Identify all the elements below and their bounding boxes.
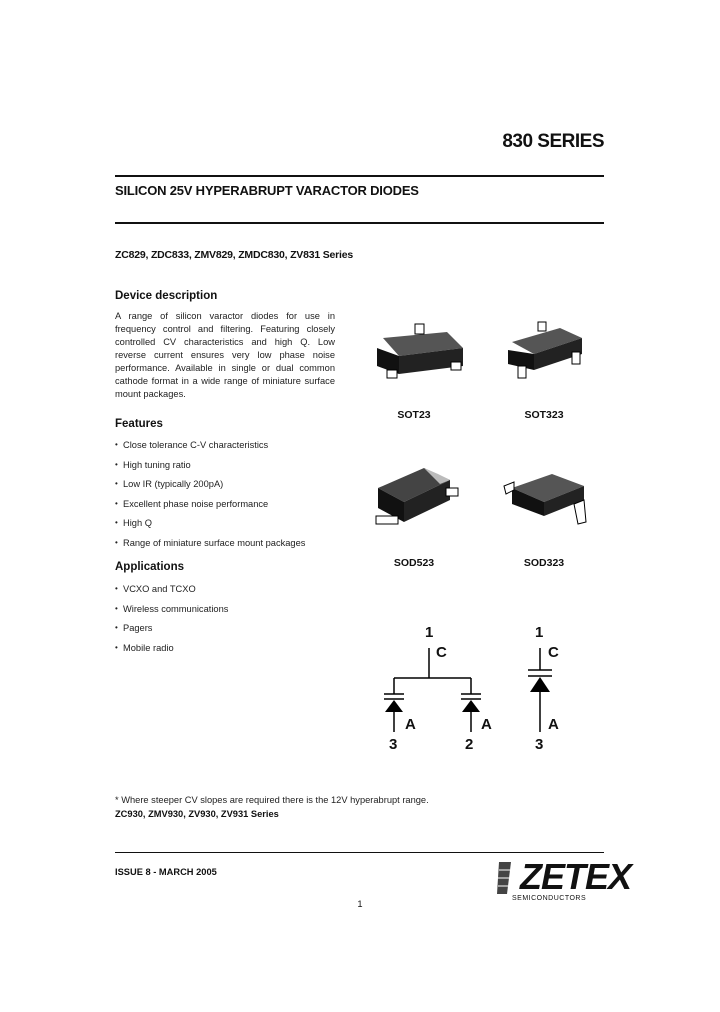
part-numbers: ZC829, ZDC833, ZMV829, ZMDC830, ZV831 Series xyxy=(115,249,354,261)
footnote-parts: ZC930, ZMV930, ZV930, ZV931 Series xyxy=(115,809,279,819)
document-subtitle: SILICON 25V HYPERABRUPT VARACTOR DIODES xyxy=(115,183,419,198)
footnote-text: * Where steeper CV slopes are required there is the 12V hyperabrupt range. xyxy=(115,795,429,805)
single-diode-schematic xyxy=(520,640,570,750)
applications-heading: Applications xyxy=(115,561,185,573)
series-title: 830 SERIES xyxy=(502,131,604,152)
sot23-package-image xyxy=(365,318,475,388)
top-rule xyxy=(115,175,604,177)
sot323-label: SOT323 xyxy=(524,409,564,421)
single-pin-c-number: 1 xyxy=(535,624,544,641)
list-item: • High tuning ratio xyxy=(115,460,305,480)
list-item: • Pagers xyxy=(115,623,228,643)
sot23-label: SOT23 xyxy=(397,409,431,421)
list-item: • Close tolerance C-V characteristics xyxy=(115,440,305,460)
sod523-label: SOD523 xyxy=(393,557,435,569)
dual-pin-c-number: 1 xyxy=(425,624,434,641)
features-heading: Features xyxy=(115,418,163,430)
zetex-logo-subtitle: SEMICONDUCTORS xyxy=(512,895,587,902)
list-item: • High Q xyxy=(115,518,305,538)
features-list xyxy=(115,440,305,557)
single-label-c: C xyxy=(548,644,559,661)
dual-label-a2: A xyxy=(481,716,492,733)
list-item: • Excellent phase noise performance xyxy=(115,499,305,519)
applications-list xyxy=(115,584,228,662)
device-description-heading: Device description xyxy=(115,290,218,302)
sod323-package-image xyxy=(498,468,598,533)
footer-rule xyxy=(115,852,604,853)
list-item: • VCXO and TCXO xyxy=(115,584,228,604)
device-description-text: A range of silicon varactor diodes for use in frequency control and filtering. Featuring closely controlled CV characteristics and high Q. Low reverse current ensures very low phase noise performance. Available in single or dual common cathode format in a wide range of miniature surface mount packages. xyxy=(115,311,335,399)
single-label-a: A xyxy=(548,716,559,733)
dual-label-c: C xyxy=(436,644,447,661)
dual-pin-a1-number: 3 xyxy=(389,736,398,753)
dual-diode-schematic xyxy=(370,640,500,750)
sod323-label: SOD323 xyxy=(523,557,565,569)
subtitle-rule xyxy=(115,222,604,224)
sod523-package-image xyxy=(368,464,468,534)
single-pin-a-number: 3 xyxy=(535,736,544,753)
issue-date: ISSUE 8 - MARCH 2005 xyxy=(115,867,217,877)
sot323-package-image xyxy=(498,320,598,385)
list-item: • Range of miniature surface mount packages xyxy=(115,538,305,558)
page-number: 1 xyxy=(357,899,363,909)
zetex-logo: ZETEX xyxy=(520,856,632,897)
zetex-logo-mark xyxy=(497,860,513,896)
dual-pin-a2-number: 2 xyxy=(465,736,474,753)
list-item: • Wireless communications xyxy=(115,604,228,624)
dual-label-a1: A xyxy=(405,716,416,733)
list-item: • Mobile radio xyxy=(115,643,228,663)
list-item: • Low IR (typically 200pA) xyxy=(115,479,305,499)
